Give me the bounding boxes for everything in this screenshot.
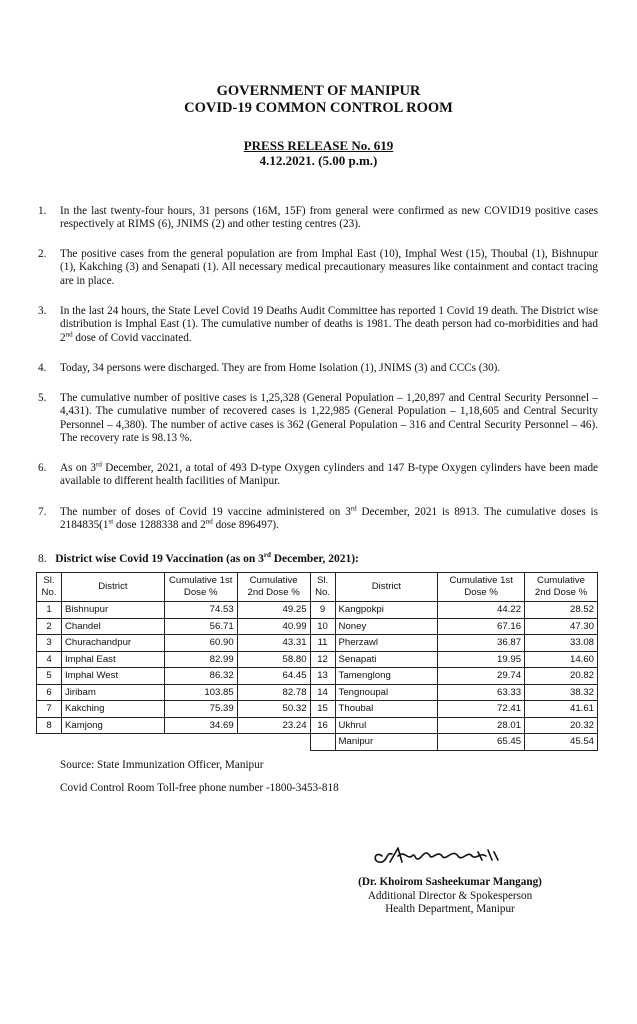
- cell-district: Tamenglong: [335, 668, 438, 685]
- cell-dose1: 36.87: [438, 635, 525, 652]
- item-text-part: dose 1288338 and 2: [113, 519, 206, 532]
- cell-district: Bishnupur: [61, 602, 164, 619]
- cell-dose1: 28.01: [438, 717, 525, 734]
- cell-sl: 5: [37, 668, 62, 685]
- section-title-part: District wise Covid 19 Vaccination (as on 3: [55, 553, 264, 565]
- table-total-row: [37, 734, 598, 751]
- cell-dose2: 58.80: [237, 651, 310, 668]
- ordinal-suffix: rd: [350, 504, 357, 513]
- cell-dose2: 28.52: [525, 602, 598, 619]
- cell-dose2: 50.32: [237, 701, 310, 718]
- table-row: [37, 651, 598, 668]
- signature-image: [368, 838, 518, 870]
- col-header-dose1: Cumulative 1st Dose %: [164, 573, 237, 602]
- cell-district: Chandel: [61, 618, 164, 635]
- cell-dose1: 75.39: [164, 701, 237, 718]
- cell-district: Thoubal: [335, 701, 438, 718]
- item-number: 7.: [38, 506, 47, 518]
- cell-dose2: 20.32: [525, 717, 598, 734]
- cell-sl: 4: [37, 651, 62, 668]
- col-header-dose2: Cumulative 2nd Dose %: [525, 573, 598, 602]
- signatory-block: [330, 876, 570, 917]
- table-row: [37, 684, 598, 701]
- item-number: 8.: [38, 553, 47, 565]
- cell-district: Tengnoupal: [335, 684, 438, 701]
- ordinal-suffix: rd: [263, 551, 271, 560]
- cell-dose1: 29.74: [438, 668, 525, 685]
- release-date: 4.12.2021. (5.00 p.m.): [259, 153, 378, 168]
- table-row: [37, 618, 598, 635]
- cell-district: Kangpokpi: [335, 602, 438, 619]
- vaccination-table: [36, 572, 598, 751]
- item-text-part: As on 3: [60, 462, 97, 474]
- cell-dose1: 67.16: [438, 618, 525, 635]
- cell-sl: 15: [310, 701, 335, 718]
- cell-dose2: 49.25: [237, 602, 310, 619]
- cell-district: Pherzawl: [335, 635, 438, 652]
- cell-dose2: 64.45: [237, 668, 310, 685]
- section-title-part: December, 2021):: [270, 553, 359, 565]
- table-header-row: [37, 573, 598, 602]
- col-header-dose1: Cumulative 1st Dose %: [438, 573, 525, 602]
- cell-dose1: 19.95: [438, 651, 525, 668]
- cell-district: Jiribam: [61, 684, 164, 701]
- cell-dose2: 14.60: [525, 651, 598, 668]
- item-number: 4.: [38, 362, 47, 374]
- cell-sl: 9: [310, 602, 335, 619]
- cell-dose1: 44.22: [438, 602, 525, 619]
- cell-dose2: 41.61: [525, 701, 598, 718]
- cell-sl: 14: [310, 684, 335, 701]
- cell-district: Imphal East: [61, 651, 164, 668]
- signatory-title: Additional Director & Spokesperson: [367, 889, 533, 902]
- cell-sl: 16: [310, 717, 335, 734]
- item-text: In the last twenty-four hours, 31 persons (16M, 15F) from general were confirmed as new COVID19 positive cases respectively at RIMS (6), JNIMS (2) and other testing centres (23).: [60, 205, 598, 231]
- table-row: [37, 602, 598, 619]
- cell-dose2: 40.99: [237, 618, 310, 635]
- ordinal-suffix: st: [108, 517, 114, 526]
- item-1: [38, 205, 598, 232]
- item-text-part: dose 896497).: [212, 519, 279, 532]
- item-number: 6.: [38, 462, 47, 474]
- item-number: 1.: [38, 205, 47, 217]
- cell-dose2: 47.30: [525, 618, 598, 635]
- cell-sl: 3: [37, 635, 62, 652]
- ordinal-suffix: nd: [205, 517, 213, 526]
- cell-sl: 1: [37, 602, 62, 619]
- cell-dose1: 86.32: [164, 668, 237, 685]
- item-text: The positive cases from the general population are from Imphal East (10), Imphal West (15), Thoubal (1), Bishnupur (1), Kakching (3) and Senapati (1). All necessary medical precautionary measures like containment and contact tracing are in place.: [60, 248, 598, 287]
- table-row: [37, 668, 598, 685]
- signatory-name: (Dr. Khoirom Sasheekumar Mangang): [358, 876, 542, 888]
- cell-sl: 12: [310, 651, 335, 668]
- item-number: 5.: [38, 392, 47, 404]
- item-text-part: The number of doses of Covid 19 vaccine administered on 3: [60, 506, 351, 518]
- item-text: [60, 462, 598, 489]
- cell-sl: 13: [310, 668, 335, 685]
- cell-dose1: 72.41: [438, 701, 525, 718]
- table-row: [37, 635, 598, 652]
- ordinal-suffix: rd: [96, 460, 102, 469]
- control-room-heading: COVID-19 COMMON CONTROL ROOM: [184, 100, 453, 116]
- cell-dose1: 34.69: [164, 717, 237, 734]
- cell-dose1: 56.71: [164, 618, 237, 635]
- cell-dose1: 63.33: [438, 684, 525, 701]
- press-release-title: [0, 138, 637, 168]
- table-row: [37, 701, 598, 718]
- item-text: The cumulative number of positive cases is 1,25,328 (General Population – 1,20,897 and Central Security Personnel – 4,431). The cumulative number of recovered cases is 1,22,985 (General Population – 1,18,605 and Central Security Personnel – 4,380). The number of active cases is 362 (General Population – 316 and Central Security Personnel – 46). The recovery rate is 98.13 %.: [60, 392, 598, 445]
- cell-district: Ukhrul: [335, 717, 438, 734]
- cell-dose2-total: 45.54: [525, 734, 598, 751]
- item-text: Today, 34 persons were discharged. They are from Home Isolation (1), JNIMS (3) and CCCs (30).: [60, 362, 501, 374]
- item-number: 3.: [38, 305, 47, 317]
- cell-sl: 8: [37, 717, 62, 734]
- ordinal-suffix: nd: [65, 330, 73, 339]
- item-text-part: December, 2021 is 8913. The cumulative doses is 2184835(1: [60, 506, 598, 532]
- item-text-part: dose of Covid vaccinated.: [72, 331, 192, 344]
- cell-dose2: 82.78: [237, 684, 310, 701]
- cell-district: Kakching: [61, 701, 164, 718]
- cell-district: Imphal West: [61, 668, 164, 685]
- item-text-part: In the last 24 hours, the State Level Covid 19 Deaths Audit Committee has reported 1 Covid 19 death. The District wise distribution is Imphal East (1). The cumulative number of deaths is 1981. The death person had co-morbidities and had 2: [60, 305, 598, 344]
- col-header-district: District: [61, 573, 164, 602]
- item-text-part: December, 2021, a total of 493 D-type Oxygen cylinders and 147 B-type Oxygen cylinders have been made available to different health facilities of Manipur.: [60, 462, 598, 488]
- cell-dose2: 23.24: [237, 717, 310, 734]
- empty-cell: [310, 734, 335, 751]
- cell-district: Churachandpur: [61, 635, 164, 652]
- col-header-district: District: [335, 573, 438, 602]
- signatory-department: Health Department, Manipur: [385, 903, 515, 915]
- col-header-sl: Sl. No.: [310, 573, 335, 602]
- tollfree-note: Covid Control Room Toll-free phone number -1800-3453-818: [60, 782, 339, 794]
- vaccination-section-title: [38, 553, 359, 565]
- cell-sl: 10: [310, 618, 335, 635]
- cell-sl: 2: [37, 618, 62, 635]
- item-2: [38, 248, 598, 288]
- item-text: [60, 506, 598, 533]
- cell-district-total: Manipur: [335, 734, 438, 751]
- cell-sl: 6: [37, 684, 62, 701]
- release-number: PRESS RELEASE No. 619: [243, 138, 394, 153]
- item-text: [60, 305, 598, 345]
- cell-sl: 7: [37, 701, 62, 718]
- cell-district: Senapati: [335, 651, 438, 668]
- cell-dose1: 103.85: [164, 684, 237, 701]
- source-note: Source: State Immunization Officer, Manipur: [60, 759, 264, 771]
- item-5: [38, 392, 598, 446]
- item-6: [38, 462, 598, 489]
- empty-cell: [37, 734, 311, 751]
- cell-dose1: 82.99: [164, 651, 237, 668]
- cell-dose2: 33.08: [525, 635, 598, 652]
- col-header-sl: Sl. No.: [37, 573, 62, 602]
- cell-dose1: 60.90: [164, 635, 237, 652]
- cell-district: Noney: [335, 618, 438, 635]
- cell-sl: 11: [310, 635, 335, 652]
- item-4: [38, 362, 598, 375]
- cell-dose2: 38.32: [525, 684, 598, 701]
- col-header-dose2: Cumulative 2nd Dose %: [237, 573, 310, 602]
- item-3: [38, 305, 598, 345]
- cell-district: Kamjong: [61, 717, 164, 734]
- government-heading: GOVERNMENT OF MANIPUR: [216, 83, 421, 99]
- item-7: [38, 506, 598, 533]
- item-number: 2.: [38, 248, 47, 260]
- cell-dose2: 43.31: [237, 635, 310, 652]
- cell-dose1: 74.53: [164, 602, 237, 619]
- cell-dose2: 20.82: [525, 668, 598, 685]
- table-row: [37, 717, 598, 734]
- cell-dose1-total: 65.45: [438, 734, 525, 751]
